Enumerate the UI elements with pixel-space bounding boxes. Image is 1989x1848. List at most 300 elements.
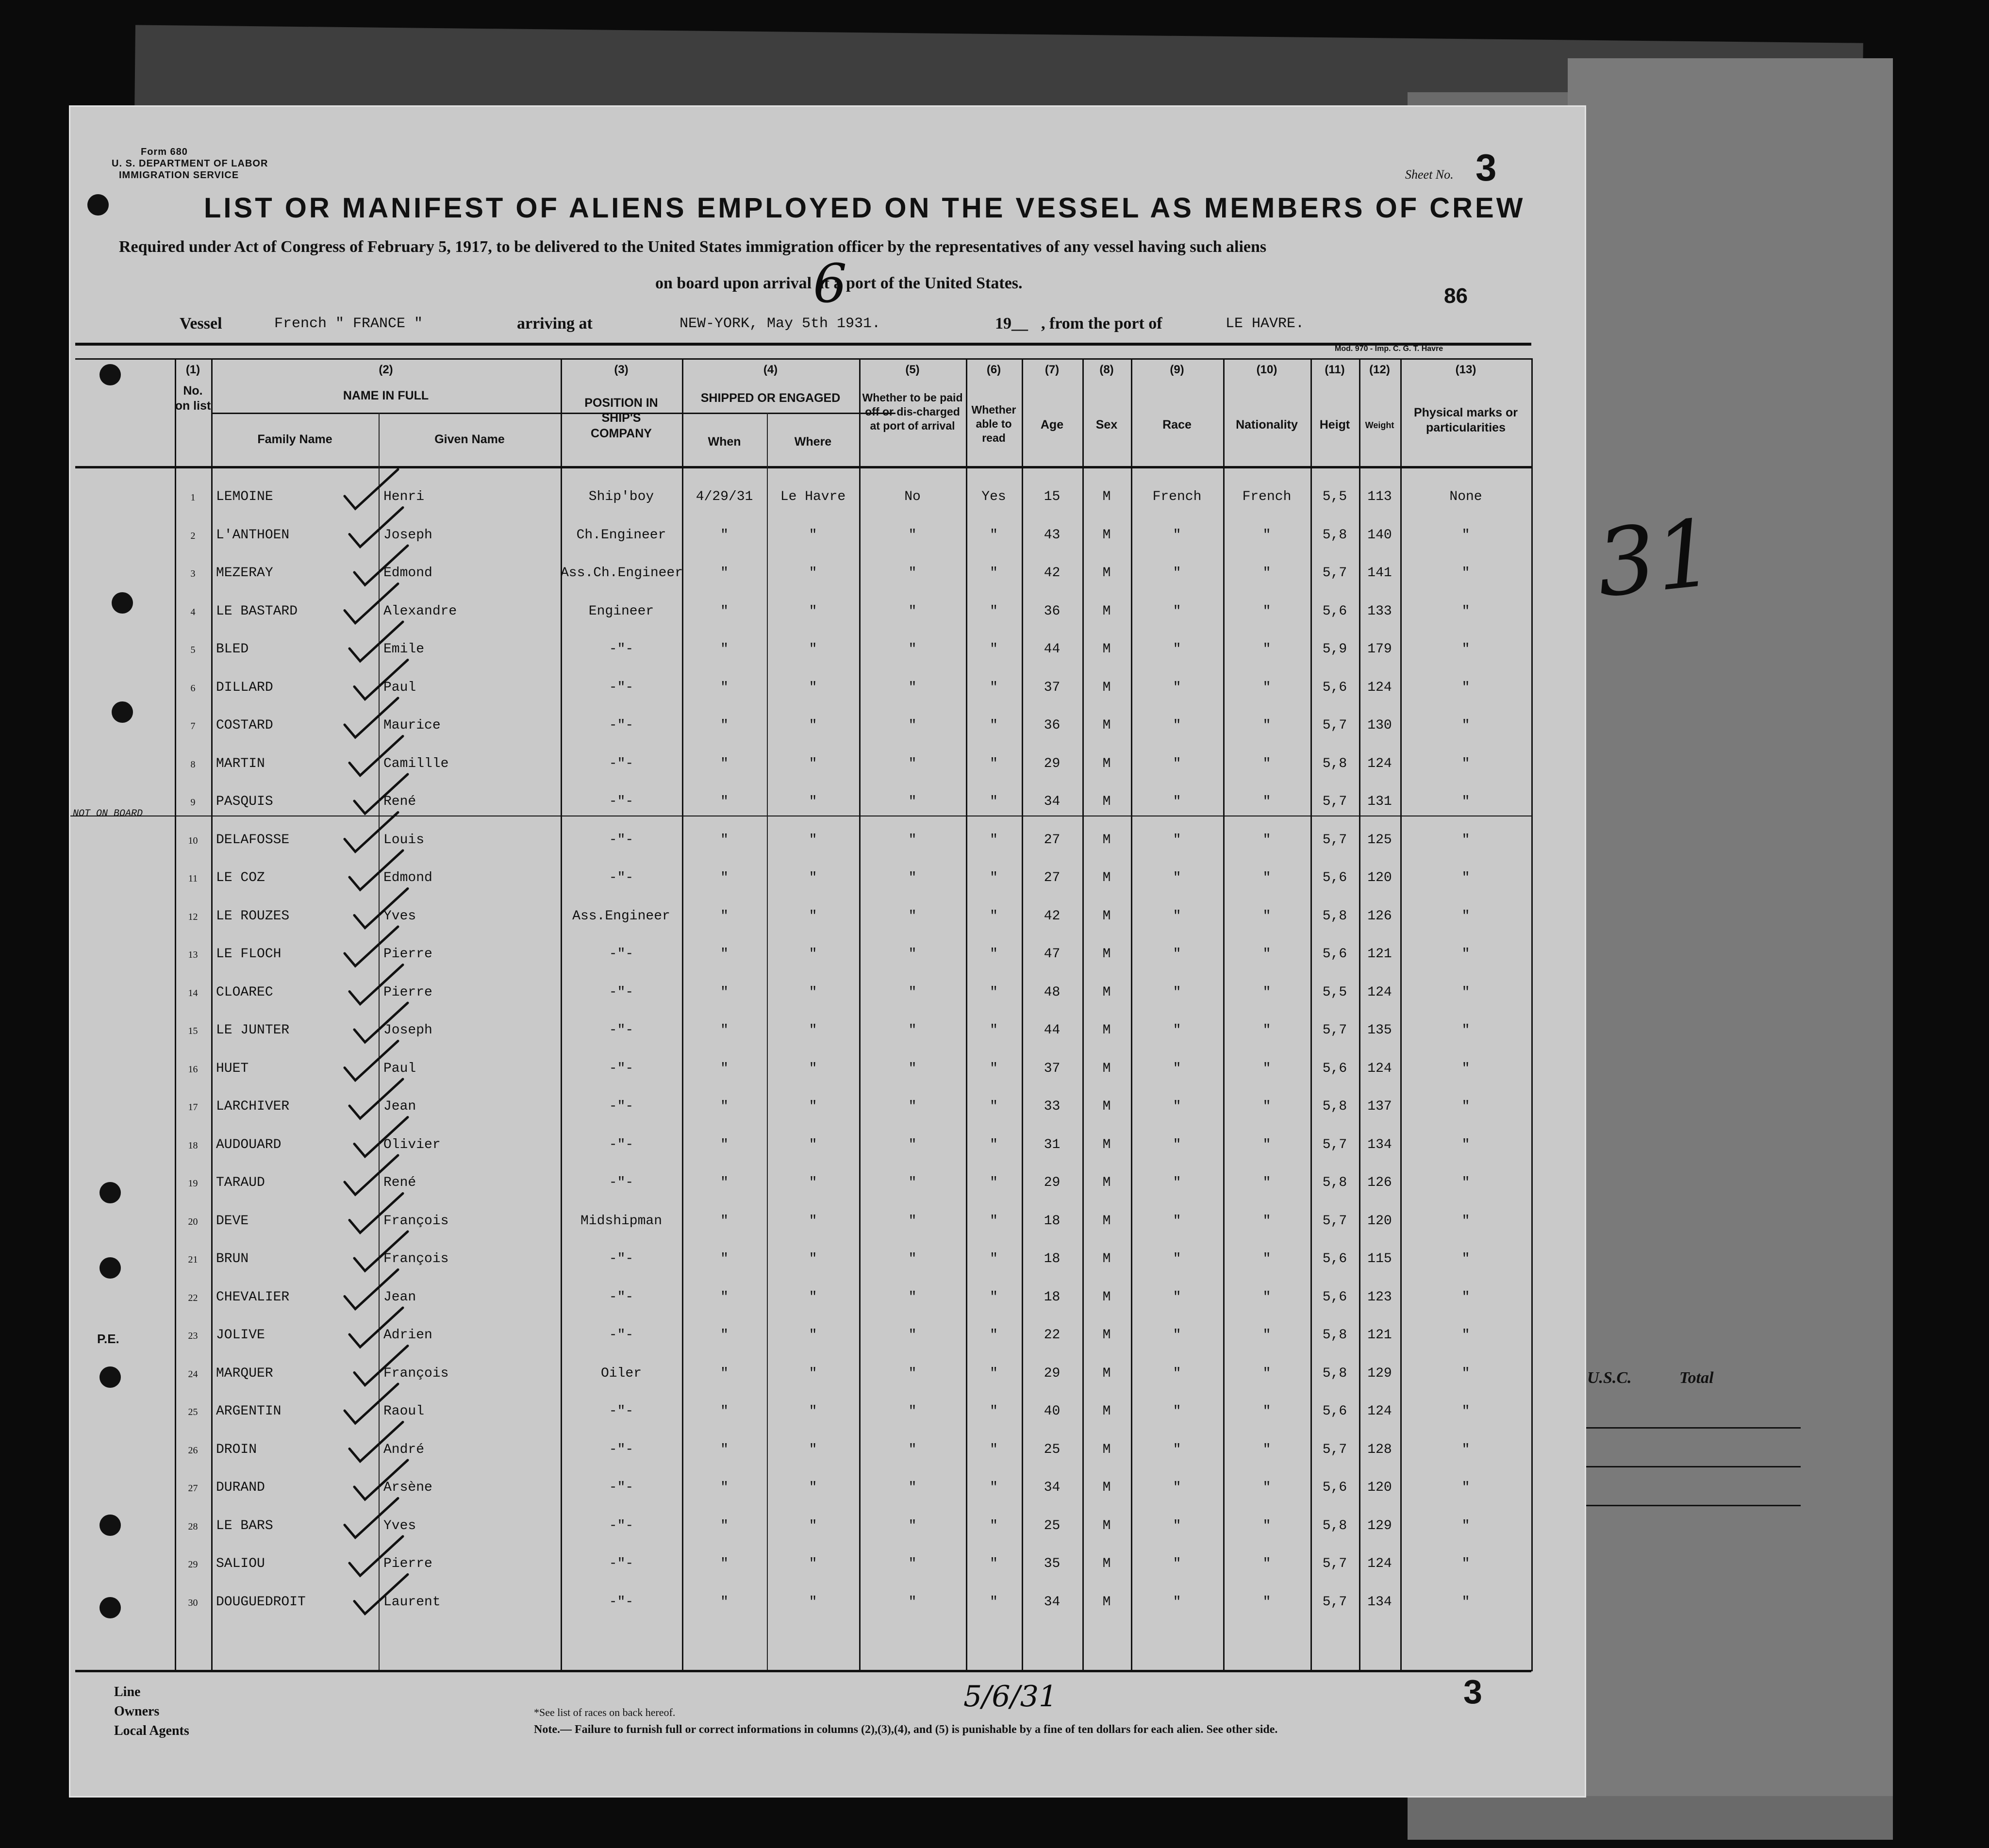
- cell-family: DROIN: [216, 1442, 257, 1457]
- cell-when: ": [720, 1480, 729, 1495]
- cell-given: François: [383, 1214, 449, 1229]
- cell-sex: M: [1102, 947, 1111, 962]
- checkmark: [345, 927, 398, 966]
- checkmark: [354, 1460, 408, 1499]
- cell-no: 5: [190, 645, 196, 655]
- cell-paid: No: [904, 489, 921, 504]
- cell-nationality: ": [1262, 718, 1271, 733]
- cell-position: -"-: [609, 1595, 634, 1610]
- cell-race: ": [1173, 1518, 1181, 1533]
- cell-no: 29: [188, 1559, 198, 1570]
- cell-age: 37: [1044, 680, 1061, 695]
- cell-where: ": [809, 1442, 817, 1457]
- cell-nationality: ": [1262, 1290, 1271, 1305]
- cell-height: 5,8: [1322, 909, 1347, 924]
- cell-position: -"-: [609, 1518, 634, 1533]
- cell-read: Yes: [981, 489, 1006, 504]
- cell-family: BLED: [216, 642, 249, 657]
- cell-nationality: ": [1262, 1366, 1271, 1381]
- cell-age: 27: [1044, 832, 1061, 848]
- cell-where: ": [809, 1061, 817, 1076]
- checkmark: [354, 1117, 408, 1157]
- cell-given: Joseph: [383, 1023, 432, 1038]
- cell-where: ": [809, 1175, 817, 1190]
- cell-position: -"-: [609, 680, 634, 695]
- cell-paid: ": [908, 832, 917, 848]
- cell-sex: M: [1102, 604, 1111, 619]
- cell-paid: ": [908, 1023, 917, 1038]
- cell-weight: 121: [1367, 947, 1392, 962]
- cell-nationality: ": [1262, 1251, 1271, 1266]
- col-num-9: (9): [1170, 363, 1184, 376]
- cell-given: Pierre: [383, 985, 432, 1000]
- cell-paid: ": [908, 1137, 917, 1152]
- cell-family: LE BASTARD: [216, 604, 298, 619]
- cell-height: 5,7: [1322, 1556, 1347, 1571]
- races-note: *See list of races on back hereof.: [534, 1706, 676, 1718]
- cell-marks: ": [1461, 947, 1470, 962]
- cell-no: 3: [190, 568, 196, 579]
- checkmark: [354, 1575, 408, 1614]
- pe-mark: P.E.: [97, 1332, 119, 1346]
- cell-given: Adrien: [383, 1328, 432, 1343]
- cell-sex: M: [1102, 1175, 1111, 1190]
- cell-sex: M: [1102, 1328, 1111, 1343]
- cell-family: AUDOUARD: [216, 1137, 282, 1152]
- cell-position: -"-: [609, 1404, 634, 1419]
- cell-family: PASQUIS: [216, 794, 273, 809]
- cell-family: DELAFOSSE: [216, 832, 290, 848]
- cell-height: 5,9: [1322, 642, 1347, 657]
- cell-marks: ": [1461, 718, 1470, 733]
- cell-height: 5,7: [1322, 718, 1347, 733]
- cell-where: ": [809, 832, 817, 848]
- cell-age: 36: [1044, 718, 1061, 733]
- cell-position: -"-: [609, 1442, 634, 1457]
- cell-where: ": [809, 1023, 817, 1038]
- cell-position: Midshipman: [580, 1214, 663, 1229]
- cell-age: 29: [1044, 756, 1061, 771]
- cell-family: MEZERAY: [216, 566, 273, 581]
- cell-position: -"-: [609, 1328, 634, 1343]
- cell-nationality: ": [1262, 1061, 1271, 1076]
- background-card: [1568, 58, 1893, 1796]
- cell-where: ": [809, 1480, 817, 1495]
- cell-age: 40: [1044, 1404, 1061, 1419]
- cell-sex: M: [1102, 680, 1111, 695]
- cell-paid: ": [908, 1556, 917, 1571]
- cell-sex: M: [1102, 1404, 1111, 1419]
- cell-where: ": [809, 604, 817, 619]
- cell-no: 7: [190, 721, 196, 732]
- cell-marks: ": [1461, 1480, 1470, 1495]
- cell-race: ": [1173, 756, 1181, 771]
- cell-race: ": [1173, 566, 1181, 581]
- manifest-page: [70, 107, 1585, 1796]
- tally-line: [1568, 1427, 1801, 1429]
- cell-sex: M: [1102, 832, 1111, 848]
- cell-age: 15: [1044, 489, 1061, 504]
- cell-height: 5,6: [1322, 604, 1347, 619]
- checkmark: [354, 774, 408, 814]
- col-header-shipped: SHIPPED OR ENGAGED: [700, 391, 841, 405]
- cell-race: ": [1173, 1556, 1181, 1571]
- cell-height: 5,6: [1322, 1061, 1347, 1076]
- cell-where: ": [809, 870, 817, 885]
- cell-position: -"-: [609, 1175, 634, 1190]
- cell-age: 33: [1044, 1099, 1061, 1114]
- cell-nationality: ": [1262, 1023, 1271, 1038]
- cell-marks: ": [1461, 642, 1470, 657]
- cell-read: ": [990, 1404, 998, 1419]
- cell-paid: ": [908, 1404, 917, 1419]
- cell-read: ": [990, 1061, 998, 1076]
- cell-weight: 125: [1367, 832, 1392, 848]
- cell-paid: ": [908, 756, 917, 771]
- cell-family: DEVE: [216, 1214, 249, 1229]
- owners-label: Owners: [114, 1704, 160, 1719]
- cell-race: ": [1173, 680, 1181, 695]
- cell-paid: ": [908, 1480, 917, 1495]
- cell-weight: 131: [1367, 794, 1392, 809]
- cell-race: ": [1173, 1023, 1181, 1038]
- cell-nationality: ": [1262, 1442, 1271, 1457]
- cell-sex: M: [1102, 909, 1111, 924]
- cell-given: René: [383, 794, 416, 809]
- cell-age: 34: [1044, 1480, 1061, 1495]
- cell-height: 5,8: [1322, 1328, 1347, 1343]
- cell-age: 34: [1044, 794, 1061, 809]
- cell-paid: ": [908, 1328, 917, 1343]
- cell-nationality: ": [1262, 1137, 1271, 1152]
- col-num-12: (12): [1369, 363, 1390, 376]
- cell-given: Pierre: [383, 1556, 432, 1571]
- cell-nationality: ": [1262, 1518, 1271, 1533]
- cell-read: ": [990, 1214, 998, 1229]
- handwritten-date: 5/6/31: [963, 1680, 1058, 1714]
- cell-race: ": [1173, 1251, 1181, 1266]
- cell-age: 44: [1044, 642, 1061, 657]
- cell-race: ": [1173, 1366, 1181, 1381]
- cell-position: Engineer: [588, 604, 654, 619]
- cell-height: 5,7: [1322, 794, 1347, 809]
- checkmark: [349, 508, 403, 547]
- col-header-family: Family Name: [257, 433, 332, 446]
- tally-line: [1568, 1466, 1801, 1467]
- cell-height: 5,6: [1322, 1290, 1347, 1305]
- cell-read: ": [990, 870, 998, 885]
- col-header-nationality: Nationality: [1236, 418, 1298, 432]
- cell-given: Joseph: [383, 528, 432, 543]
- cell-paid: ": [908, 1099, 917, 1114]
- year-label: 19__: [995, 315, 1028, 333]
- cell-race: ": [1173, 1137, 1181, 1152]
- cell-weight: 134: [1367, 1595, 1392, 1610]
- cell-race: French: [1152, 489, 1202, 504]
- checkmark: [345, 698, 398, 737]
- cell-weight: 120: [1367, 1480, 1392, 1495]
- cell-no: 24: [188, 1369, 198, 1380]
- cell-nationality: ": [1262, 680, 1271, 695]
- cell-marks: ": [1461, 1137, 1470, 1152]
- col-num-8: (8): [1099, 363, 1114, 376]
- cell-weight: 124: [1367, 1556, 1392, 1571]
- cell-given: Pierre: [383, 947, 432, 962]
- cell-race: ": [1173, 718, 1181, 733]
- cell-family: DOUGUEDROIT: [216, 1595, 306, 1610]
- cell-paid: ": [908, 1251, 917, 1266]
- cell-sex: M: [1102, 1061, 1111, 1076]
- col-header-paid: Whether to be paid off or dis-charged at port of arrival: [862, 391, 963, 432]
- cell-no: 6: [190, 683, 196, 694]
- cell-when: ": [720, 1556, 729, 1571]
- checkmark: [349, 1536, 403, 1576]
- cell-nationality: ": [1262, 1214, 1271, 1229]
- cell-read: ": [990, 718, 998, 733]
- cell-marks: ": [1461, 1404, 1470, 1419]
- cell-age: 27: [1044, 870, 1061, 885]
- cell-given: Paul: [383, 1061, 416, 1076]
- cell-sex: M: [1102, 1214, 1111, 1229]
- cell-sex: M: [1102, 870, 1111, 885]
- cell-height: 5,6: [1322, 1251, 1347, 1266]
- cell-read: ": [990, 642, 998, 657]
- col-header-given: Given Name: [434, 433, 505, 446]
- cell-no: 17: [188, 1102, 198, 1113]
- cell-where: ": [809, 1404, 817, 1419]
- cell-read: ": [990, 832, 998, 848]
- cell-height: 5,5: [1322, 985, 1347, 1000]
- cell-read: ": [990, 1099, 998, 1114]
- cell-where: ": [809, 1251, 817, 1266]
- cell-family: DILLARD: [216, 680, 273, 695]
- sheet-label: Sheet No.: [1405, 167, 1454, 182]
- col-header-when: When: [708, 435, 741, 449]
- cell-marks: ": [1461, 1175, 1470, 1190]
- cell-height: 5,8: [1322, 1175, 1347, 1190]
- cell-paid: ": [908, 528, 917, 543]
- checkmark: [349, 1308, 403, 1347]
- cell-when: 4/29/31: [696, 489, 753, 504]
- department: U. S. DEPARTMENT OF LABOR: [112, 158, 268, 169]
- cell-age: 31: [1044, 1137, 1061, 1152]
- checkmark: [354, 1346, 408, 1385]
- cell-paid: ": [908, 604, 917, 619]
- cell-no: 30: [188, 1598, 198, 1608]
- cell-where: ": [809, 1556, 817, 1571]
- cell-family: LE ROUZES: [216, 909, 290, 924]
- checkmark: [345, 584, 398, 623]
- cell-read: ": [990, 566, 998, 581]
- cell-read: ": [990, 1290, 998, 1305]
- cell-given: André: [383, 1442, 425, 1457]
- subtitle-line2: on board upon arrival at a port of the United States.: [655, 274, 1023, 292]
- cell-where: ": [809, 909, 817, 924]
- checkmark: [345, 1270, 398, 1309]
- cell-no: 27: [188, 1483, 198, 1494]
- cell-height: 5,6: [1322, 947, 1347, 962]
- cell-paid: ": [908, 1175, 917, 1190]
- col-num-5: (5): [905, 363, 920, 376]
- cell-read: ": [990, 604, 998, 619]
- cell-marks: ": [1461, 1099, 1470, 1114]
- cell-where: ": [809, 1137, 817, 1152]
- cell-nationality: ": [1262, 1404, 1271, 1419]
- cell-family: LE FLOCH: [216, 947, 282, 962]
- cell-read: ": [990, 1251, 998, 1266]
- cell-age: 42: [1044, 909, 1061, 924]
- checkmark: [349, 1194, 403, 1233]
- checkmark: [345, 1384, 398, 1423]
- cell-race: ": [1173, 528, 1181, 543]
- cell-position: -"-: [609, 1061, 634, 1076]
- tally-line: [1568, 1505, 1801, 1506]
- cell-read: ": [990, 1518, 998, 1533]
- cell-weight: 113: [1367, 489, 1392, 504]
- cell-position: -"-: [609, 1480, 634, 1495]
- cell-position: -"-: [609, 642, 634, 657]
- cell-nationality: ": [1262, 1595, 1271, 1610]
- cell-when: ": [720, 1328, 729, 1343]
- cell-age: 43: [1044, 528, 1061, 543]
- cell-position: -"-: [609, 794, 634, 809]
- cell-when: ": [720, 832, 729, 848]
- cell-family: CLOAREC: [216, 985, 273, 1000]
- checkmark: [349, 736, 403, 776]
- cell-given: Camillle: [383, 756, 449, 771]
- checkmark: [349, 1422, 403, 1462]
- cell-age: 22: [1044, 1328, 1061, 1343]
- cell-read: ": [990, 1328, 998, 1343]
- cell-height: 5,8: [1322, 528, 1347, 543]
- cell-paid: ": [908, 870, 917, 885]
- cell-no: 13: [188, 949, 198, 960]
- col-header-position: POSITION IN SHIP'S COMPANY: [584, 396, 658, 440]
- cell-read: ": [990, 1366, 998, 1381]
- cell-weight: 120: [1367, 1214, 1392, 1229]
- cell-given: François: [383, 1366, 449, 1381]
- cell-where: ": [809, 566, 817, 581]
- cell-sex: M: [1102, 1595, 1111, 1610]
- cell-height: 5,8: [1322, 1518, 1347, 1533]
- cell-race: ": [1173, 1404, 1181, 1419]
- page-title: LIST OR MANIFEST OF ALIENS EMPLOYED ON THE VESSEL AS MEMBERS OF CREW: [204, 192, 1525, 224]
- cell-given: Jean: [383, 1099, 416, 1114]
- cell-marks: ": [1461, 794, 1470, 809]
- stamp-number: 86: [1444, 284, 1468, 308]
- cell-sex: M: [1102, 1518, 1111, 1533]
- cell-family: COSTARD: [216, 718, 273, 733]
- cell-read: ": [990, 756, 998, 771]
- col-num-4: (4): [763, 363, 778, 376]
- cell-marks: ": [1461, 756, 1470, 771]
- cell-marks: ": [1461, 870, 1470, 885]
- cell-when: ": [720, 718, 729, 733]
- cell-height: 5,8: [1322, 1099, 1347, 1114]
- cell-where: ": [809, 756, 817, 771]
- cell-no: 20: [188, 1216, 198, 1227]
- cell-weight: 124: [1367, 756, 1392, 771]
- cell-sex: M: [1102, 1480, 1111, 1495]
- cell-marks: ": [1461, 1214, 1470, 1229]
- cell-no: 14: [188, 988, 198, 999]
- cell-nationality: ": [1262, 756, 1271, 771]
- total-label: Total: [1679, 1369, 1714, 1387]
- cell-read: ": [990, 1442, 998, 1457]
- cell-sex: M: [1102, 718, 1111, 733]
- subtitle-line1: Required under Act of Congress of February 5, 1917, to be delivered to the United States immigration officer by the representatives of any vessel having such aliens: [119, 238, 1267, 256]
- col-num-7: (7): [1044, 363, 1060, 376]
- arriving-label: arriving at: [517, 315, 593, 333]
- cell-no: 22: [188, 1293, 198, 1303]
- cell-marks: ": [1461, 1442, 1470, 1457]
- cell-marks: ": [1461, 1061, 1470, 1076]
- cell-height: 5,8: [1322, 1366, 1347, 1381]
- cell-sex: M: [1102, 794, 1111, 809]
- cell-no: 9: [190, 797, 196, 808]
- line-label: Line: [114, 1684, 141, 1699]
- cell-where: ": [809, 1595, 817, 1610]
- cell-position: -"-: [609, 1099, 634, 1114]
- cell-given: Laurent: [383, 1595, 441, 1610]
- cell-read: ": [990, 985, 998, 1000]
- cell-no: 2: [190, 531, 196, 541]
- cell-weight: 141: [1367, 566, 1392, 581]
- cell-sex: M: [1102, 489, 1111, 504]
- col-header-marks: Physical marks or particularities: [1413, 406, 1518, 435]
- cell-given: Maurice: [383, 718, 441, 733]
- cell-race: ": [1173, 1442, 1181, 1457]
- arriving-value: NEW-YORK, May 5th 1931.: [680, 316, 881, 332]
- cell-family: LE JUNTER: [216, 1023, 290, 1038]
- cell-paid: ": [908, 718, 917, 733]
- col-header-name: NAME IN FULL: [343, 389, 429, 402]
- cell-read: ": [990, 680, 998, 695]
- cell-marks: ": [1461, 1328, 1470, 1343]
- cell-family: HUET: [216, 1061, 249, 1076]
- cell-given: René: [383, 1175, 416, 1190]
- cell-paid: ": [908, 680, 917, 695]
- col-num-13: (13): [1455, 363, 1476, 376]
- cell-race: ": [1173, 794, 1181, 809]
- cell-race: ": [1173, 909, 1181, 924]
- cell-given: Jean: [383, 1290, 416, 1305]
- cell-when: ": [720, 909, 729, 924]
- cell-race: ": [1173, 1175, 1181, 1190]
- cell-nationality: ": [1262, 870, 1271, 885]
- cell-when: ": [720, 528, 729, 543]
- cell-weight: 135: [1367, 1023, 1392, 1038]
- cell-weight: 124: [1367, 1404, 1392, 1419]
- col-num-3: (3): [614, 363, 629, 376]
- cell-family: L'ANTHOEN: [216, 528, 290, 543]
- col-header-sex: Sex: [1095, 418, 1118, 432]
- cell-sex: M: [1102, 1099, 1111, 1114]
- cell-age: 36: [1044, 604, 1061, 619]
- cell-marks: ": [1461, 1556, 1470, 1571]
- cell-when: ": [720, 1442, 729, 1457]
- cell-no: 25: [188, 1407, 198, 1417]
- cell-family: TARAUD: [216, 1175, 265, 1190]
- cell-read: ": [990, 1023, 998, 1038]
- cell-when: ": [720, 1366, 729, 1381]
- col-num-2: (2): [379, 363, 393, 376]
- checkmarks-overlay: [70, 107, 1585, 1796]
- cell-marks: ": [1461, 604, 1470, 619]
- cell-age: 42: [1044, 566, 1061, 581]
- cell-nationality: ": [1262, 794, 1271, 809]
- cell-marks: ": [1461, 528, 1470, 543]
